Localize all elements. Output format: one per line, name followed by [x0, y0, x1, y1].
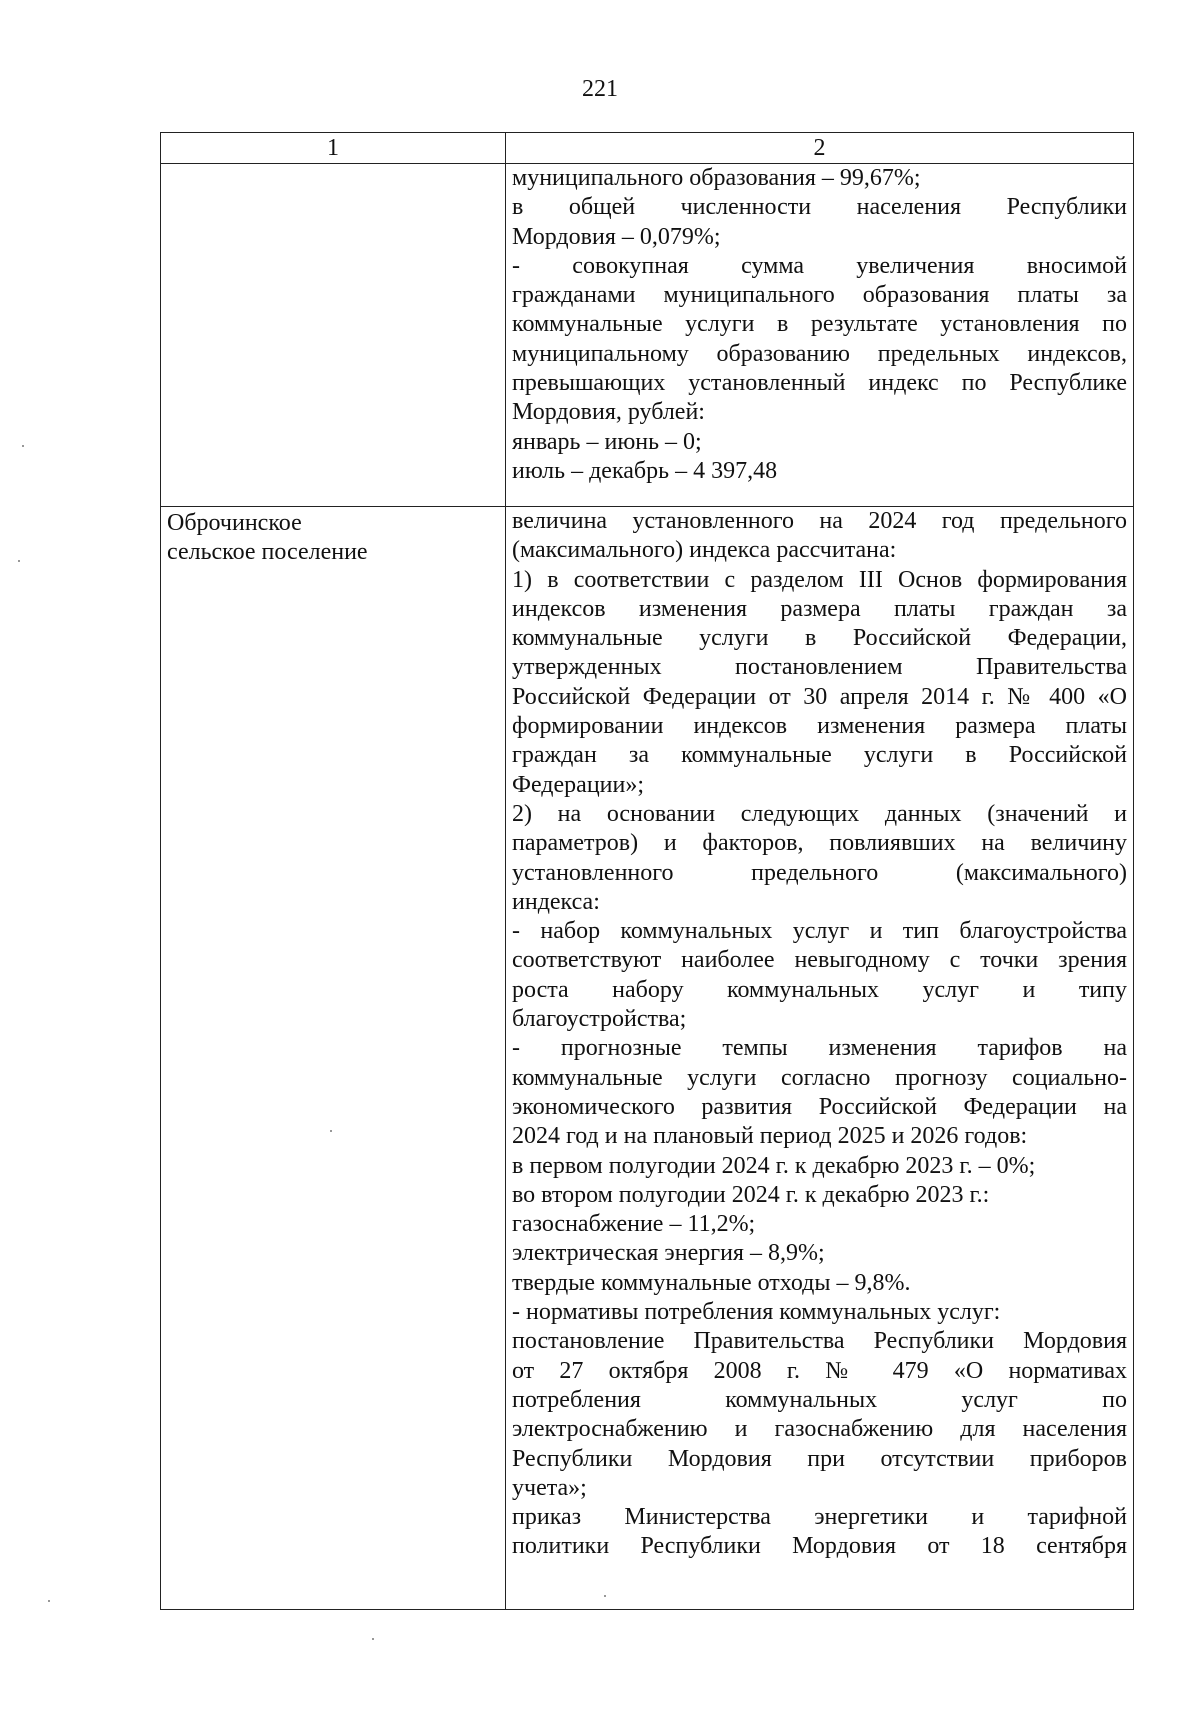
text-line: постановление Правительства Республики Мордовия — [512, 1328, 1127, 1355]
header-col-1: 1 — [161, 133, 506, 164]
text-line: величина установленного на 2024 год предельного — [512, 508, 1127, 534]
document-table — [160, 132, 1134, 1610]
text-line: - совокупная сумма увеличения вносимой — [512, 252, 1127, 279]
text-line: Федерации»; — [512, 771, 645, 798]
header-col-2: 2 — [506, 133, 1134, 164]
text-line: благоустройства; — [512, 1006, 687, 1033]
settlement-name-line: Оброчинское — [167, 510, 302, 536]
text-line: электрическая энергия – 8,9%; — [512, 1240, 825, 1267]
text-line: установленного предельного (максимального) — [512, 859, 1127, 886]
text-line: коммунальные услуги в Российской Федерации, — [512, 625, 1127, 652]
settlement-name-line: сельское поселение — [167, 539, 368, 566]
text-line: коммунальные услуги в результате установления по — [512, 311, 1127, 338]
row2-col2-cell — [506, 507, 1134, 1610]
scan-speck — [22, 445, 24, 447]
scan-speck — [18, 560, 20, 562]
text-line: (максимального) индекса рассчитана: — [512, 537, 897, 564]
text-line: экономического развития Российской Федерации на — [512, 1093, 1127, 1120]
text-line: параметров) и факторов, повлиявших на величину — [512, 830, 1127, 857]
text-line: Республики Мордовия при отсутствии приборов — [512, 1445, 1127, 1472]
text-line: 2) на основании следующих данных (значений и — [512, 800, 1127, 827]
text-line: в общей численности населения Республики — [512, 194, 1127, 221]
row1-col1-cell — [161, 164, 506, 507]
text-line: индексов изменения размера платы граждан за — [512, 595, 1127, 622]
text-line: во втором полугодии 2024 г. к декабрю 2023 г.: — [512, 1181, 990, 1208]
text-line: муниципального образования – 99,67%; — [512, 165, 921, 191]
scan-speck — [330, 1130, 332, 1132]
table-row — [161, 507, 1134, 1610]
text-line: формировании индексов изменения размера платы — [512, 713, 1127, 740]
text-line: январь – июнь – 0; — [512, 428, 702, 455]
table-header-row — [161, 133, 1134, 164]
row1-col2-cell — [506, 164, 1134, 507]
text-line: приказ Министерства энергетики и тарифной — [512, 1504, 1127, 1531]
text-line: от 27 октября 2008 г. № 479 «О нормативах — [512, 1357, 1127, 1384]
text-line: Мордовия, рублей: — [512, 399, 705, 426]
text-line: Мордовия – 0,079%; — [512, 223, 721, 250]
text-line: граждан за коммунальные услуги в Российской — [512, 742, 1127, 769]
text-line: - прогнозные темпы изменения тарифов на — [512, 1035, 1127, 1062]
page-number: 221 — [582, 76, 618, 102]
text-line: муниципальному образованию предельных индексов, — [512, 340, 1127, 367]
text-line: политики Республики Мордовия от 18 сентября — [512, 1533, 1127, 1560]
text-line: газоснабжение – 11,2%; — [512, 1211, 756, 1238]
text-line: 2024 год и на плановый период 2025 и 2026 годов: — [512, 1123, 1028, 1150]
text-line: Российской Федерации от 30 апреля 2014 г. № 400 «О — [512, 683, 1127, 710]
text-line: потребления коммунальных услуг по — [512, 1386, 1127, 1413]
text-line: соответствуют наиболее невыгодному с точки зрения — [512, 947, 1127, 974]
text-line: июль – декабрь – 4 397,48 — [512, 457, 778, 484]
text-line: роста набору коммунальных услуг и типу — [512, 976, 1127, 1003]
text-line: утвержденных постановлением Правительства — [512, 654, 1127, 681]
scan-speck — [372, 1638, 374, 1640]
text-line: - набор коммунальных услуг и тип благоустройства — [512, 918, 1127, 945]
text-line: превышающих установленный индекс по Республике — [512, 370, 1127, 397]
text-line: 1) в соответствии с разделом III Основ формирования — [512, 566, 1127, 593]
text-line: - нормативы потребления коммунальных услуг: — [512, 1299, 1001, 1326]
text-line: твердые коммунальные отходы – 9,8%. — [512, 1269, 911, 1296]
text-line: электроснабжению и газоснабжению для населения — [512, 1416, 1127, 1443]
text-line: учета»; — [512, 1474, 587, 1501]
row2-col1-cell — [161, 507, 506, 1610]
text-line: индекса: — [512, 888, 600, 915]
scan-speck — [604, 1595, 606, 1597]
scan-speck — [48, 1600, 50, 1602]
text-line: в первом полугодии 2024 г. к декабрю 2023 г. – 0%; — [512, 1152, 1036, 1179]
table-row — [161, 164, 1134, 507]
text-line: коммунальные услуги согласно прогнозу социально- — [512, 1064, 1127, 1091]
text-line: гражданами муниципального образования платы за — [512, 282, 1127, 309]
